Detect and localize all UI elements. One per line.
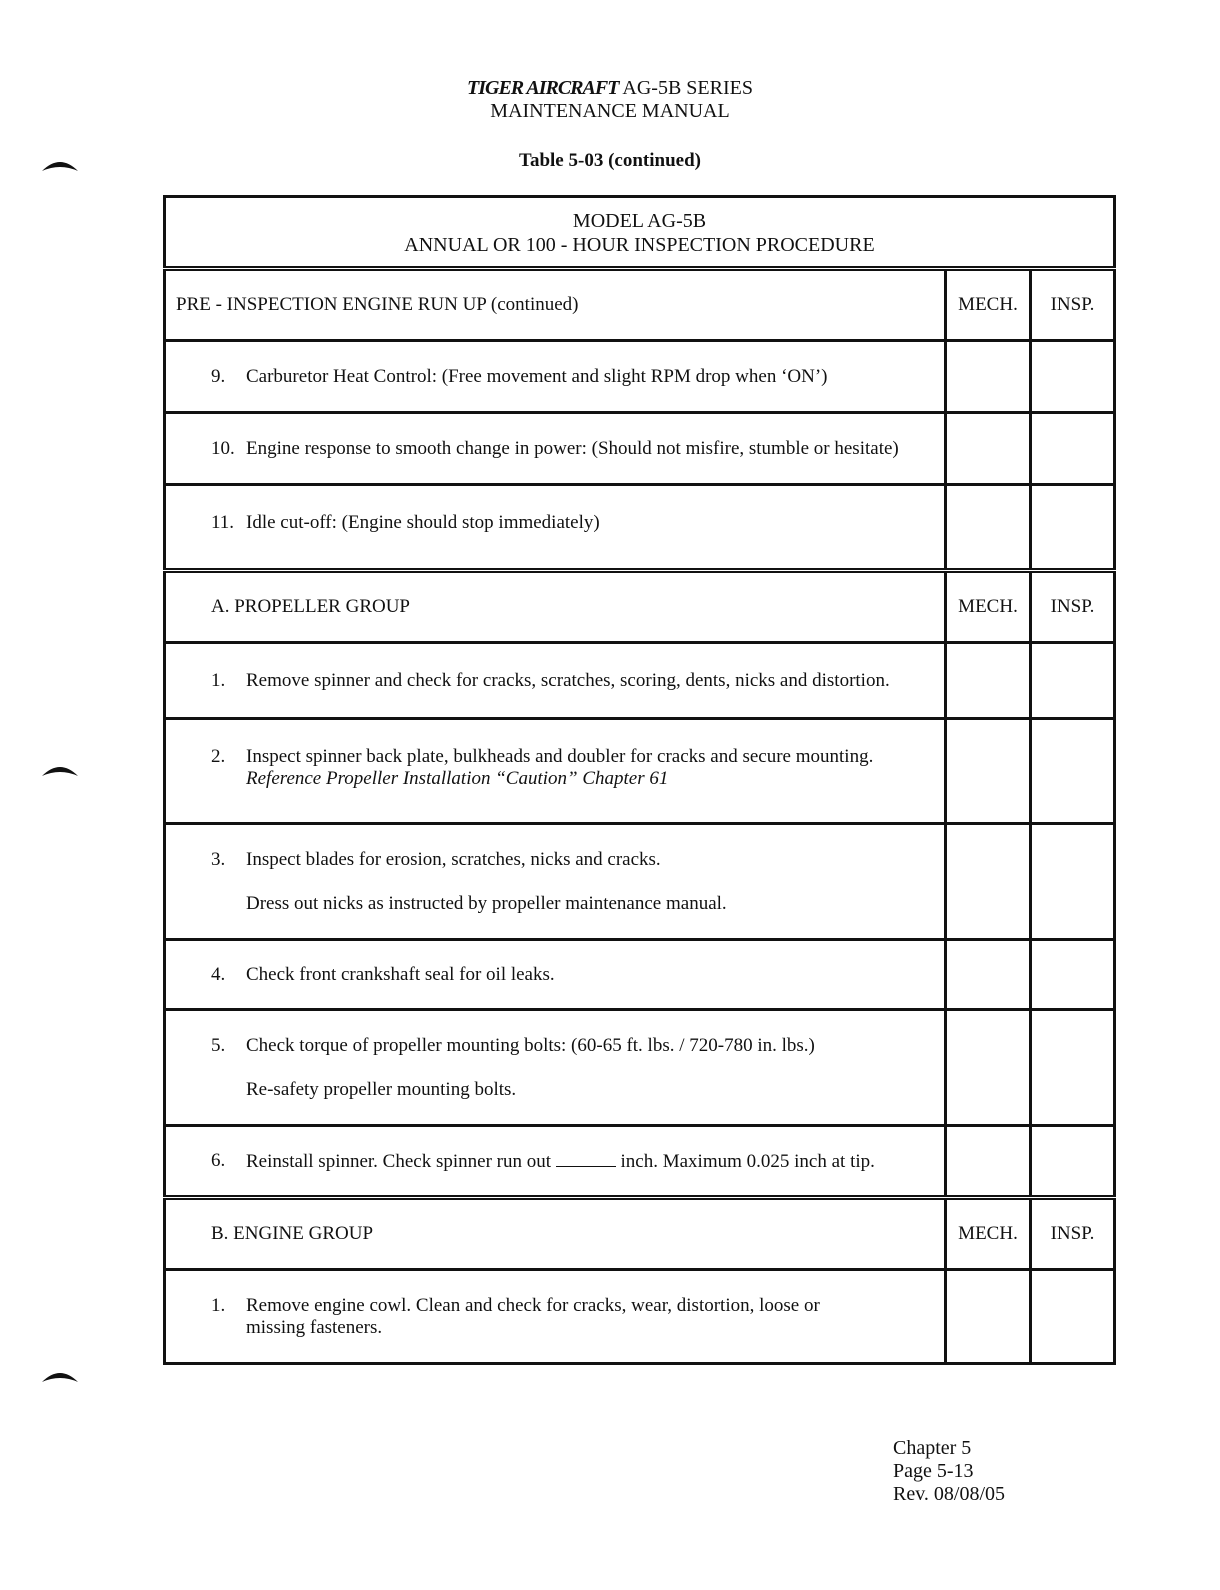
- model-title: MODEL AG-5B: [572, 210, 707, 232]
- insp-signoff-cell[interactable]: [1031, 824, 1115, 940]
- table-row: [165, 643, 1115, 719]
- mech-signoff-cell[interactable]: [946, 719, 1031, 824]
- mech-signoff-cell[interactable]: [946, 1270, 1031, 1364]
- mech-signoff-cell[interactable]: [946, 485, 1031, 571]
- mech-column-header: MECH.: [946, 1198, 1031, 1270]
- section-label: A. PROPELLER GROUP: [165, 571, 946, 643]
- document-header: [0, 77, 1220, 100]
- page-footer: [893, 1437, 1005, 1506]
- item-text: Check torque of propeller mounting bolts: (60-65 ft. lbs. / 720-780 in. lbs.): [246, 1034, 815, 1056]
- item-text: Remove spinner and check for cracks, scratches, scoring, dents, nicks and distortion.: [246, 669, 890, 691]
- item-cell: [165, 341, 946, 413]
- insp-signoff-cell[interactable]: [1031, 341, 1115, 413]
- item-cell: [165, 643, 946, 719]
- insp-signoff-cell[interactable]: [1031, 485, 1115, 571]
- table-row: [165, 940, 1115, 1010]
- procedure-title: ANNUAL OR 100 - HOUR INSPECTION PROCEDURE: [404, 234, 875, 256]
- revision-date: Rev. 08/08/05: [893, 1483, 1006, 1505]
- inspection-table: [163, 195, 1116, 1365]
- item-reference-note: Reference Propeller Installation “Caution” Chapter 61: [246, 768, 669, 789]
- manual-title: MAINTENANCE MANUAL: [490, 100, 730, 122]
- insp-column-header: INSP.: [1031, 1198, 1115, 1270]
- section-label: B. ENGINE GROUP: [165, 1198, 946, 1270]
- item-number: 3.: [211, 848, 226, 870]
- insp-signoff-cell[interactable]: [1031, 1270, 1115, 1364]
- section-header-row: [165, 1198, 1115, 1270]
- item-number: 1.: [211, 669, 226, 691]
- insp-signoff-cell[interactable]: [1031, 1010, 1115, 1126]
- item-text: Inspect spinner back plate, bulkheads and doubler for cracks and secure mounting.: [246, 746, 874, 767]
- item-text: inch. Maximum 0.025 inch at tip.: [620, 1150, 875, 1172]
- mech-signoff-cell[interactable]: [946, 643, 1031, 719]
- mech-signoff-cell[interactable]: [946, 1126, 1031, 1198]
- item-text: Idle cut-off: (Engine should stop immediately): [246, 512, 600, 533]
- item-text: Check front crankshaft seal for oil leaks.: [246, 963, 555, 985]
- item-cell: [165, 1010, 946, 1126]
- table-row: [165, 719, 1115, 824]
- mech-signoff-cell[interactable]: [946, 413, 1031, 485]
- section-label: PRE - INSPECTION ENGINE RUN UP (continued): [165, 269, 946, 341]
- item-extra-text: missing fasteners.: [246, 1316, 383, 1338]
- item-number: 2.: [211, 746, 226, 767]
- mech-column-header: MECH.: [946, 571, 1031, 643]
- item-extra-text: Dress out nicks as instructed by propeller maintenance manual.: [246, 892, 727, 914]
- insp-column-header: INSP.: [1031, 571, 1115, 643]
- mech-signoff-cell[interactable]: [946, 940, 1031, 1010]
- item-cell: [165, 824, 946, 940]
- table-caption: Table 5-03 (continued): [519, 150, 701, 171]
- item-cell: [165, 1270, 946, 1364]
- item-number: 10.: [211, 437, 235, 459]
- table-row: [165, 824, 1115, 940]
- section-header-row: [165, 571, 1115, 643]
- table-title: [165, 197, 1115, 269]
- item-number: 9.: [211, 365, 226, 387]
- runout-blank-field[interactable]: [556, 1150, 616, 1167]
- insp-signoff-cell[interactable]: [1031, 413, 1115, 485]
- item-cell: [165, 485, 946, 571]
- item-text: Carburetor Heat Control: (Free movement and slight RPM drop when ‘ON’): [246, 365, 828, 387]
- insp-signoff-cell[interactable]: [1031, 940, 1115, 1010]
- item-text: Remove engine cowl. Clean and check for cracks, wear, distortion, loose or: [246, 1294, 820, 1316]
- insp-signoff-cell[interactable]: [1031, 719, 1115, 824]
- punch-hole-mark: [40, 762, 80, 778]
- table-row: [165, 1010, 1115, 1126]
- insp-signoff-cell[interactable]: [1031, 643, 1115, 719]
- mech-column-header: MECH.: [946, 269, 1031, 341]
- table-title-row: [165, 197, 1115, 269]
- page-number: Page 5-13: [893, 1460, 974, 1482]
- item-text: Reinstall spinner. Check spinner run out: [246, 1150, 552, 1172]
- item-text: Inspect blades for erosion, scratches, nicks and cracks.: [246, 848, 661, 870]
- table-row: [165, 1270, 1115, 1364]
- brand-name: TIGER AIRCRAFT: [467, 77, 619, 99]
- item-number: 4.: [211, 963, 226, 985]
- item-number: 6.: [211, 1149, 226, 1171]
- item-cell: [165, 719, 946, 824]
- insp-column-header: INSP.: [1031, 269, 1115, 341]
- item-number: 11.: [211, 512, 235, 533]
- item-cell: [165, 1126, 946, 1198]
- mech-signoff-cell[interactable]: [946, 341, 1031, 413]
- section-header-row: [165, 269, 1115, 341]
- mech-signoff-cell[interactable]: [946, 1010, 1031, 1126]
- chapter-label: Chapter 5: [893, 1437, 972, 1459]
- table-row: [165, 1126, 1115, 1198]
- item-number: 5.: [211, 1034, 226, 1056]
- punch-hole-mark: [40, 1368, 80, 1384]
- mech-signoff-cell[interactable]: [946, 824, 1031, 940]
- table-row: [165, 341, 1115, 413]
- series-name: AG-5B SERIES: [622, 77, 753, 99]
- insp-signoff-cell[interactable]: [1031, 1126, 1115, 1198]
- item-number: 1.: [211, 1294, 226, 1316]
- item-cell: [165, 413, 946, 485]
- item-cell: [165, 940, 946, 1010]
- table-row: [165, 485, 1115, 571]
- item-text: Engine response to smooth change in power: (Should not misfire, stumble or hesitate): [246, 437, 899, 459]
- punch-hole-mark: [40, 157, 80, 173]
- item-extra-text: Re-safety propeller mounting bolts.: [246, 1078, 517, 1100]
- table-row: [165, 413, 1115, 485]
